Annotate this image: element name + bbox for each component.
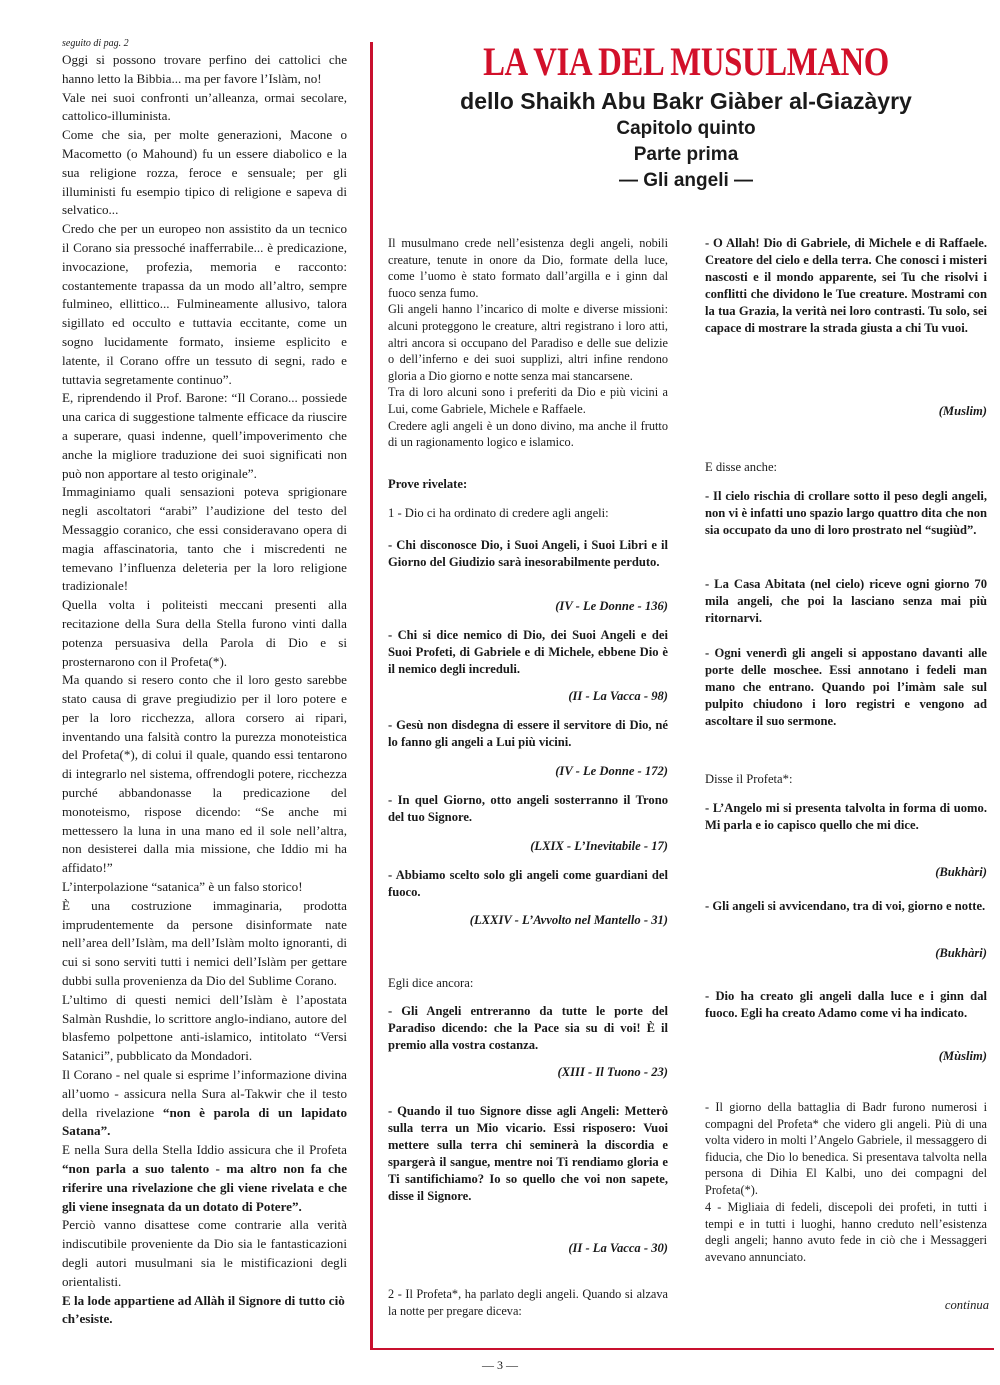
red-frame-bottom-rule [372, 1348, 994, 1350]
intro-paragraph: Gli angeli hanno l’incarico di molte e diverse missioni: alcuni proteggono le creature, altri registrano i loro atti, altri ancora si occupano del Paradiso e delle sue delizie o dell’inferno e dei suoi supplizi, altri infine rendono gloria a Dio giorno e notte senza mai stancarsene. [388, 302, 668, 383]
paragraph: Credo che per un europeo non assistito da un tecnico il Corano sia pressoché inafferrabile... è predicazione, invocazione, profezia, memoria e racconto: costantemente trapassa da un modo all’altro, sempre fulmineo, ellittico... Fulmineamente allusivo, talora sigillato ed occulto e tuttavia eccitante, come un sogno lucidamente formato, insieme esplicito e latente, il Corano offre un tessuto di segni, rado e tuttavia segretamente continuo”. [62, 221, 347, 387]
article-author: dello Shaikh Abu Bakr Giàber al-Giazàyry [460, 88, 912, 114]
middle-column [388, 235, 668, 451]
quote-bold: “non parla a suo talento - ma altro non fa che riferire una rivelazione che gli viene rivelata e che gli viene insegnata da un dotato di Potere”. [62, 1161, 347, 1214]
paragraph: Quella volta i politeisti meccani presenti alla recitazione della Sura della Stella furono vinti dalla potenza persuasiva della Parola di Dio e si prosternarono con il Profeta(*). [62, 597, 347, 669]
quote: - Quando il tuo Signore disse agli Angeli: Metterò sulla terra un Mio vicario. Essi risposero: Vuoi mettere sulla terra chi seminerà la discordia e spargerà il sangue, mentre noi Ti rendiamo gloria e Ti santifichiamo? Io so quello che voi non sapete, disse il Signore. [388, 1104, 668, 1203]
paragraph: Immaginiamo quali sensazioni poteva sprigionare negli ascoltatori “arabi” l’audizione del testo del Messaggio coranico, che essi consideravano opera di magia affascinatoria, tanto che i miscredenti ne temevano l’influenza deleteria per la loro religione tradizionale! [62, 484, 347, 594]
hadith-quote: - Gli angeli si avvicendano, tra di voi, giorno e notte. [705, 899, 986, 913]
paragraph-text: E nella Sura della Stella Iddio assicura che il Profeta [62, 1142, 347, 1158]
article-title: LA VIA DEL MUSULMANO [483, 39, 889, 84]
hadith-quote: - Ogni venerdì gli angeli si appostano davanti alle porte delle moschee. Essi annotano i fedeli man mano che entrano. Quando poi l’imàm sale sul pulpito chiudono i loro registri e vengono ad ascoltare il suo sermone. [705, 646, 987, 728]
chapter-heading: Capitolo quinto [616, 118, 756, 139]
quote: - Gesù non disdegna di essere il servitore di Dio, né lo fanno gli angeli a Lui più vicini. [388, 718, 668, 749]
section-4-paragraph: 4 - Migliaia di fedeli, discepoli dei profeti, in tutti i tempi e in tutti i luoghi, hanno creduto nell’esistenza degli angeli; hanno avuto fede in ciò che i Messaggeri avevano annunciato. [705, 1200, 987, 1264]
quote-reference: (Bukhàri) [935, 946, 987, 960]
quote-reference: (Muslim) [938, 404, 987, 418]
paragraph: L’interpolazione “satanica” è un falso storico! [62, 879, 303, 895]
page-number: — 3 — [482, 1358, 518, 1372]
part-heading: Parte prima [633, 144, 739, 165]
quote-reference: (LXXIV - L’Avvolto nel Mantello - 31) [469, 913, 668, 927]
quote: - Chi disconosce Dio, i Suoi Angeli, i Suoi Libri e il Giorno del Giudizio sarà inesorabilmente perduto. [388, 538, 668, 569]
quote-reference: (IV - Le Donne - 172) [555, 764, 668, 778]
said-again-label: Egli dice ancora: [388, 976, 474, 990]
quote-reference: (II - La Vacca - 98) [568, 689, 668, 703]
continued-from-label: seguito di pag. 2 [62, 38, 129, 49]
paragraph: L’ultimo di questi nemici dell’Islàm è l’apostata Salmàn Rushdie, lo scrittore anglo-indiano, autore del blasfemo polpettone anti-islamico, intitolato “Versi Satanici”, pubblicato da Mondadori. [62, 991, 347, 1064]
red-frame-left-rule [370, 42, 373, 1350]
hadith-quote: - La Casa Abitata (nel cielo) riceve ogni giorno 70 mila angeli, che poi la lasciano senza mai più ritornarvi. [705, 577, 987, 625]
paragraph: Ma quando si resero conto che il loro gesto sarebbe stato causa di grave pregiudizio per il loro potere e per la loro ricchezza, allora corsero ai ripari, inventando una falsità contro la purezza monoteistica del Profeta(*), di colui il quale, quando essi tentarono di integrarlo nel sistema, offrendogli potere, ricchezza purché abbandonasse la predicazione del monoteismo, rispose dicendo: “Se anche mi mettessero la luna in una mano ed il sole nell’altra, non desisterei dalla mia missione, che Iddio mi ha affidato!” [62, 672, 347, 876]
quote-reference: (Mùslim) [938, 1049, 987, 1063]
intro-paragraph: Il musulmano crede nell’esistenza degli angeli, nobili creature, tenute in onore da Dio, formate della luce, come l’uomo è stato formato dall’argilla e i ginn dal fuoco senza fumo. [388, 236, 668, 300]
quote: - Chi si dice nemico di Dio, dei Suoi Angeli e dei Suoi Profeti, di Gabriele e di Michele, ebbene Dio è il nemico degli increduli. [388, 628, 668, 676]
quote: - Gli Angeli entreranno da tutte le porte del Paradiso dicendo: che la Pace sia su di voi! È il premio alla vostra costanza. [388, 1004, 668, 1052]
proof-2-paragraph: 2 - Il Profeta*, ha parlato degli angeli. Quando si alzava la notte per pregare diceva: [388, 1287, 668, 1318]
quote-reference: (Bukhàri) [935, 865, 987, 879]
hadith-quote: - Dio ha creato gli angeli dalla luce e i ginn dal fuoco. Egli ha creato Adamo come vi ha indicato. [705, 989, 987, 1020]
hadith-quote: - L’Angelo mi si presenta talvolta in forma di uomo. Mi parla e io capisco quello che mi dice. [705, 801, 987, 832]
paragraph: Come che sia, per molte generazioni, Macone o Macometto (o Mahound) fu un essere diabolico e la sua religione rozza, feroce e sensuale; per gli illuministi fu esempio tipico di religione e sapeva di selvatico... [62, 127, 347, 218]
left-column [62, 38, 347, 1329]
paragraph: E, riprendendo il Prof. Barone: “Il Corano... possiede una carica di suggestione talmente efficace da riuscire a superare, quasi indenne, quell’impoverimento che anche la migliore traduzione dei suoi significati non può non apportare al testo originale”. [62, 390, 347, 481]
quote-bold: “non è parola di un lapidato Satana”. [62, 1104, 347, 1139]
paragraph [62, 1066, 347, 1141]
prayer-quote: - O Allah! Dio di Gabriele, di Michele e di Raffaele. Creatore del cielo e della terra. Che conosci i misteri nascosti e il mondo apparente, sei Tu che risolvi i conflitti che dividono le Tue creature. Mostrami con la tua Grazia, la verità nei loro contrasti. Tu solo, sei capace di mostrare la strada giusta a chi Tu vuoi. [705, 236, 987, 335]
prophet-said-label: Disse il Profeta*: [705, 772, 793, 786]
paragraph: Vale nei suoi confronti un’alleanza, ormai secolare, cattolico-illuminista. [62, 89, 347, 124]
paragraph [62, 1141, 347, 1216]
continued-label: continua [944, 1298, 989, 1312]
quote-reference: (II - La Vacca - 30) [568, 1241, 668, 1255]
proofs-label: Prove rivelate: [388, 477, 468, 491]
badr-paragraph: - Il giorno della battaglia di Badr furono numerosi i compagni del Profeta* che videro gli angeli. Più di una volta videro in molti l’Angelo Gabriele, il messaggero di fiducia, che Dio lo benedica. Si presentava talvolta nella persona di Dihia El Kalbi, uno dei compagni del Profeta(*). [705, 1100, 987, 1197]
paragraph: Oggi si possono trovare perfino dei cattolici che hanno letto la Bibbia... ma per favore l’Islàm, no! [62, 52, 347, 86]
article-header [378, 40, 994, 194]
topic-heading: — Gli angeli — [618, 170, 754, 191]
quote-reference: (XIII - Il Tuono - 23) [557, 1065, 668, 1079]
said-also-label: E disse anche: [705, 460, 778, 474]
paragraph-text: Il Corano - nel quale si esprime l’informazione divina all’uomo - assicura nella Sura al-Takwir che il testo della rivelazione [62, 1067, 347, 1120]
proof-1-label: 1 - Dio ci ha ordinato di credere agli angeli: [388, 506, 609, 520]
quote-reference: (LXIX - L’Inevitabile - 17) [530, 839, 668, 853]
intro-paragraph: Credere agli angeli è un dono divino, ma anche il frutto di un ragionamento logico e islamico. [388, 418, 668, 450]
intro-paragraph: Tra di loro alcuni sono i preferiti da Dio e più vicini a Lui, come Gabriele, Michele e Raffaele. [388, 385, 668, 416]
closing-praise: E la lode appartiene ad Allàh il Signore di tutto ciò ch’esiste. [62, 1292, 345, 1327]
quote: - Abbiamo scelto solo gli angeli come guardiani del fuoco. [388, 868, 668, 899]
paragraph: Perciò vanno disattese come contrarie alla verità indiscutibile proveniente da Dio sia le fantasticazioni degli autori musulmani sia le mistificazioni degli orientalisti. [62, 1217, 347, 1289]
hadith-quote: - Il cielo rischia di crollare sotto il peso degli angeli, non vi è infatti uno spazio largo quattro dita che non sia occupato da uno di loro prostrato nel “sugiùd”. [705, 489, 987, 537]
quote: - In quel Giorno, otto angeli sosterranno il Trono del tuo Signore. [388, 793, 668, 824]
paragraph: È una costruzione immaginaria, prodotta imprudentemente da persone disinformate nate nell’area dell’Islàm, ma dell’Islàm molto ignoranti, di cui si sono serviti tutti i nemici dell’Islàm per gettare dubbi sulla provenienza da Dio del Sublime Corano. [62, 897, 347, 989]
quote-reference: (IV - Le Donne - 136) [555, 599, 668, 613]
